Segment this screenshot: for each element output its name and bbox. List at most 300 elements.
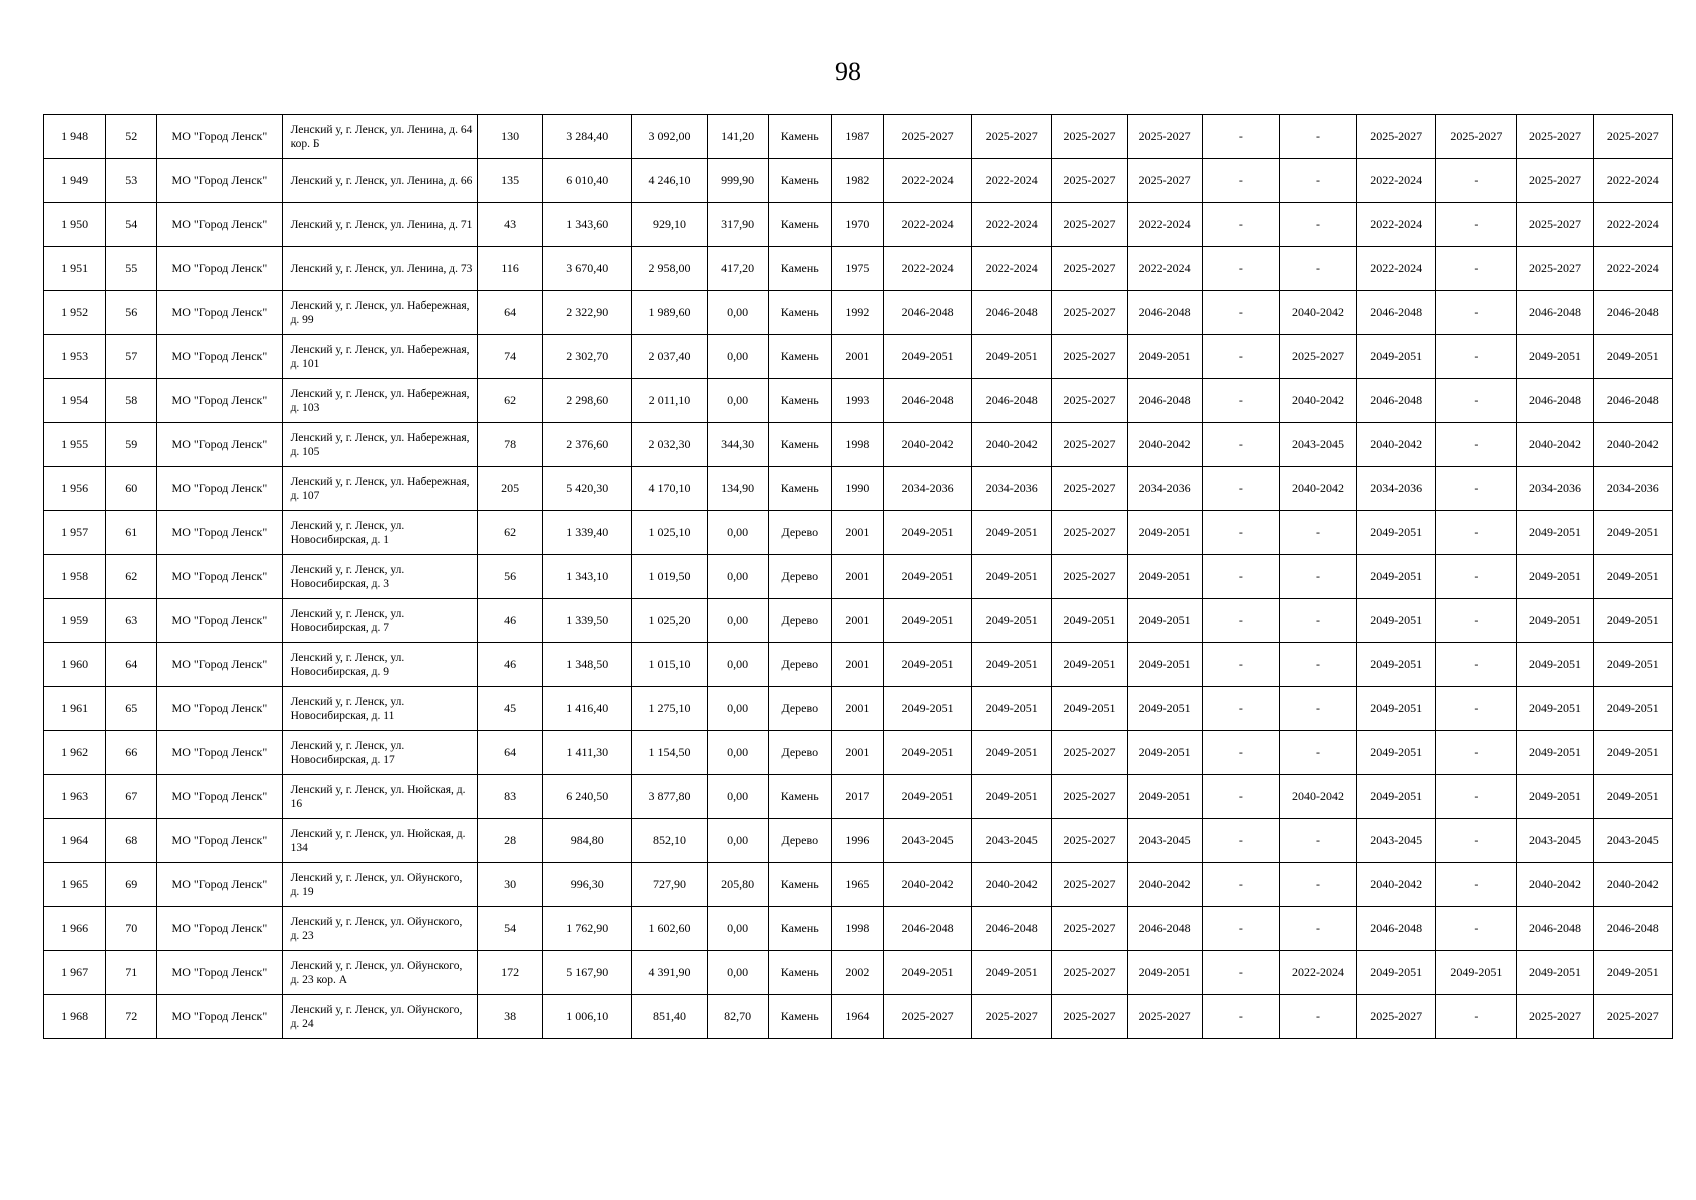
cell-wall-material: Камень bbox=[768, 467, 831, 511]
cell-period-10: 2049-2051 bbox=[1593, 643, 1672, 687]
cell-period-6: 2040-2042 bbox=[1279, 467, 1356, 511]
table-row bbox=[44, 995, 1673, 1039]
cell-period-4: 2049-2051 bbox=[1127, 951, 1202, 995]
cell-living-area: 1 019,50 bbox=[632, 555, 707, 599]
cell-period-5: - bbox=[1202, 203, 1279, 247]
cell-period-6: 2022-2024 bbox=[1279, 951, 1356, 995]
cell-total-area: 5 167,90 bbox=[543, 951, 632, 995]
cell-period-7: 2049-2051 bbox=[1357, 951, 1436, 995]
cell-address: Ленский у, г. Ленск, ул. Ленина, д. 71 bbox=[282, 203, 477, 247]
cell-period-8: - bbox=[1436, 159, 1517, 203]
cell-address: Ленский у, г. Ленск, ул. Набережная, д. 105 bbox=[282, 423, 477, 467]
cell-period-5: - bbox=[1202, 335, 1279, 379]
cell-period-7: 2049-2051 bbox=[1357, 599, 1436, 643]
cell-period-3: 2025-2027 bbox=[1052, 819, 1127, 863]
cell-period-9: 2049-2051 bbox=[1517, 335, 1593, 379]
cell-period-3: 2025-2027 bbox=[1052, 731, 1127, 775]
table-row bbox=[44, 511, 1673, 555]
cell-period-2: 2049-2051 bbox=[972, 599, 1052, 643]
cell-nonresidential-area: 317,90 bbox=[707, 203, 768, 247]
cell-residents: 172 bbox=[478, 951, 543, 995]
cell-period-8: 2025-2027 bbox=[1436, 115, 1517, 159]
cell-year-built: 1970 bbox=[831, 203, 883, 247]
cell-year-built: 2002 bbox=[831, 951, 883, 995]
cell-period-5: - bbox=[1202, 511, 1279, 555]
cell-nonresidential-area: 0,00 bbox=[707, 291, 768, 335]
cell-municipality: МО "Город Ленск" bbox=[157, 951, 282, 995]
cell-period-3: 2025-2027 bbox=[1052, 863, 1127, 907]
cell-period-7: 2049-2051 bbox=[1357, 731, 1436, 775]
cell-residents: 28 bbox=[478, 819, 543, 863]
cell-row-number: 1 965 bbox=[44, 863, 106, 907]
cell-living-area: 3 092,00 bbox=[632, 115, 707, 159]
cell-wall-material: Камень bbox=[768, 907, 831, 951]
cell-municipality: МО "Город Ленск" bbox=[157, 335, 282, 379]
cell-period-10: 2049-2051 bbox=[1593, 687, 1672, 731]
table-row bbox=[44, 863, 1673, 907]
cell-total-area: 1 343,10 bbox=[543, 555, 632, 599]
cell-period-9: 2034-2036 bbox=[1517, 467, 1593, 511]
cell-wall-material: Дерево bbox=[768, 819, 831, 863]
cell-period-9: 2025-2027 bbox=[1517, 247, 1593, 291]
cell-period-5: - bbox=[1202, 115, 1279, 159]
cell-total-area: 984,80 bbox=[543, 819, 632, 863]
cell-year-built: 2001 bbox=[831, 643, 883, 687]
cell-total-area: 3 670,40 bbox=[543, 247, 632, 291]
cell-period-6: - bbox=[1279, 159, 1356, 203]
cell-period-2: 2040-2042 bbox=[972, 423, 1052, 467]
cell-period-5: - bbox=[1202, 159, 1279, 203]
cell-period-4: 2022-2024 bbox=[1127, 247, 1202, 291]
cell-year-built: 2017 bbox=[831, 775, 883, 819]
cell-period-10: 2049-2051 bbox=[1593, 775, 1672, 819]
cell-period-1: 2049-2051 bbox=[883, 555, 971, 599]
cell-living-area: 4 391,90 bbox=[632, 951, 707, 995]
cell-living-area: 1 025,10 bbox=[632, 511, 707, 555]
table-row bbox=[44, 203, 1673, 247]
cell-period-7: 2022-2024 bbox=[1357, 203, 1436, 247]
cell-period-7: 2049-2051 bbox=[1357, 335, 1436, 379]
cell-period-9: 2046-2048 bbox=[1517, 907, 1593, 951]
cell-seq-number: 72 bbox=[106, 995, 157, 1039]
cell-municipality: МО "Город Ленск" bbox=[157, 467, 282, 511]
cell-period-8: - bbox=[1436, 203, 1517, 247]
cell-address: Ленский у, г. Ленск, ул. Ленина, д. 64 кор. Б bbox=[282, 115, 477, 159]
cell-period-5: - bbox=[1202, 247, 1279, 291]
cell-period-3: 2025-2027 bbox=[1052, 335, 1127, 379]
cell-period-2: 2046-2048 bbox=[972, 291, 1052, 335]
cell-period-7: 2040-2042 bbox=[1357, 863, 1436, 907]
cell-total-area: 6 010,40 bbox=[543, 159, 632, 203]
cell-period-4: 2046-2048 bbox=[1127, 907, 1202, 951]
cell-nonresidential-area: 0,00 bbox=[707, 731, 768, 775]
cell-period-1: 2046-2048 bbox=[883, 379, 971, 423]
cell-period-1: 2049-2051 bbox=[883, 775, 971, 819]
cell-period-1: 2046-2048 bbox=[883, 291, 971, 335]
cell-period-10: 2043-2045 bbox=[1593, 819, 1672, 863]
cell-period-3: 2049-2051 bbox=[1052, 599, 1127, 643]
cell-year-built: 1992 bbox=[831, 291, 883, 335]
cell-municipality: МО "Город Ленск" bbox=[157, 159, 282, 203]
cell-period-10: 2049-2051 bbox=[1593, 599, 1672, 643]
cell-nonresidential-area: 0,00 bbox=[707, 511, 768, 555]
page-number: 98 bbox=[835, 57, 861, 86]
cell-period-4: 2046-2048 bbox=[1127, 379, 1202, 423]
cell-period-4: 2025-2027 bbox=[1127, 115, 1202, 159]
cell-municipality: МО "Город Ленск" bbox=[157, 775, 282, 819]
cell-residents: 46 bbox=[478, 643, 543, 687]
cell-year-built: 1964 bbox=[831, 995, 883, 1039]
cell-period-3: 2025-2027 bbox=[1052, 115, 1127, 159]
cell-wall-material: Камень bbox=[768, 203, 831, 247]
cell-period-9: 2049-2051 bbox=[1517, 643, 1593, 687]
cell-living-area: 1 602,60 bbox=[632, 907, 707, 951]
cell-period-5: - bbox=[1202, 951, 1279, 995]
cell-address: Ленский у, г. Ленск, ул. Ленина, д. 73 bbox=[282, 247, 477, 291]
cell-period-5: - bbox=[1202, 907, 1279, 951]
cell-period-6: - bbox=[1279, 511, 1356, 555]
cell-period-8: - bbox=[1436, 863, 1517, 907]
cell-residents: 116 bbox=[478, 247, 543, 291]
table-row bbox=[44, 555, 1673, 599]
cell-residents: 45 bbox=[478, 687, 543, 731]
table-row bbox=[44, 819, 1673, 863]
cell-period-8: - bbox=[1436, 511, 1517, 555]
cell-nonresidential-area: 0,00 bbox=[707, 687, 768, 731]
cell-municipality: МО "Город Ленск" bbox=[157, 599, 282, 643]
cell-nonresidential-area: 0,00 bbox=[707, 951, 768, 995]
cell-period-7: 2049-2051 bbox=[1357, 555, 1436, 599]
cell-period-4: 2049-2051 bbox=[1127, 599, 1202, 643]
cell-period-4: 2046-2048 bbox=[1127, 291, 1202, 335]
cell-period-4: 2025-2027 bbox=[1127, 995, 1202, 1039]
cell-period-2: 2022-2024 bbox=[972, 159, 1052, 203]
cell-residents: 78 bbox=[478, 423, 543, 467]
cell-residents: 74 bbox=[478, 335, 543, 379]
cell-residents: 64 bbox=[478, 731, 543, 775]
cell-address: Ленский у, г. Ленск, ул. Ойунского, д. 24 bbox=[282, 995, 477, 1039]
cell-municipality: МО "Город Ленск" bbox=[157, 731, 282, 775]
cell-wall-material: Камень bbox=[768, 291, 831, 335]
cell-period-1: 2049-2051 bbox=[883, 687, 971, 731]
cell-period-5: - bbox=[1202, 643, 1279, 687]
cell-period-4: 2049-2051 bbox=[1127, 643, 1202, 687]
cell-municipality: МО "Город Ленск" bbox=[157, 423, 282, 467]
table-row bbox=[44, 247, 1673, 291]
cell-municipality: МО "Город Ленск" bbox=[157, 687, 282, 731]
cell-period-7: 2043-2045 bbox=[1357, 819, 1436, 863]
cell-period-9: 2040-2042 bbox=[1517, 423, 1593, 467]
cell-nonresidential-area: 0,00 bbox=[707, 379, 768, 423]
cell-period-4: 2040-2042 bbox=[1127, 863, 1202, 907]
cell-nonresidential-area: 205,80 bbox=[707, 863, 768, 907]
cell-nonresidential-area: 134,90 bbox=[707, 467, 768, 511]
cell-total-area: 1 339,40 bbox=[543, 511, 632, 555]
cell-period-3: 2025-2027 bbox=[1052, 511, 1127, 555]
cell-living-area: 1 275,10 bbox=[632, 687, 707, 731]
cell-period-1: 2040-2042 bbox=[883, 423, 971, 467]
cell-address: Ленский у, г. Ленск, ул. Набережная, д. 107 bbox=[282, 467, 477, 511]
cell-seq-number: 60 bbox=[106, 467, 157, 511]
cell-period-4: 2049-2051 bbox=[1127, 687, 1202, 731]
cell-row-number: 1 956 bbox=[44, 467, 106, 511]
cell-period-7: 2049-2051 bbox=[1357, 775, 1436, 819]
cell-period-8: - bbox=[1436, 247, 1517, 291]
cell-wall-material: Дерево bbox=[768, 555, 831, 599]
cell-period-3: 2025-2027 bbox=[1052, 159, 1127, 203]
cell-period-1: 2049-2051 bbox=[883, 599, 971, 643]
cell-period-5: - bbox=[1202, 555, 1279, 599]
cell-period-9: 2049-2051 bbox=[1517, 687, 1593, 731]
cell-period-9: 2025-2027 bbox=[1517, 203, 1593, 247]
cell-period-7: 2049-2051 bbox=[1357, 511, 1436, 555]
cell-wall-material: Камень bbox=[768, 775, 831, 819]
cell-total-area: 1 343,60 bbox=[543, 203, 632, 247]
cell-total-area: 1 411,30 bbox=[543, 731, 632, 775]
cell-period-5: - bbox=[1202, 291, 1279, 335]
cell-total-area: 2 298,60 bbox=[543, 379, 632, 423]
cell-period-1: 2034-2036 bbox=[883, 467, 971, 511]
cell-row-number: 1 968 bbox=[44, 995, 106, 1039]
cell-period-8: - bbox=[1436, 819, 1517, 863]
cell-period-7: 2046-2048 bbox=[1357, 907, 1436, 951]
cell-period-2: 2049-2051 bbox=[972, 555, 1052, 599]
cell-period-10: 2025-2027 bbox=[1593, 995, 1672, 1039]
cell-period-6: - bbox=[1279, 907, 1356, 951]
cell-address: Ленский у, г. Ленск, ул. Новосибирская, д. 9 bbox=[282, 643, 477, 687]
cell-municipality: МО "Город Ленск" bbox=[157, 511, 282, 555]
cell-period-2: 2043-2045 bbox=[972, 819, 1052, 863]
cell-period-1: 2049-2051 bbox=[883, 643, 971, 687]
cell-period-10: 2049-2051 bbox=[1593, 511, 1672, 555]
cell-period-1: 2022-2024 bbox=[883, 159, 971, 203]
cell-period-6: 2040-2042 bbox=[1279, 775, 1356, 819]
cell-period-3: 2025-2027 bbox=[1052, 247, 1127, 291]
cell-period-3: 2025-2027 bbox=[1052, 203, 1127, 247]
cell-period-8: - bbox=[1436, 775, 1517, 819]
cell-year-built: 1982 bbox=[831, 159, 883, 203]
cell-row-number: 1 960 bbox=[44, 643, 106, 687]
cell-living-area: 852,10 bbox=[632, 819, 707, 863]
cell-period-8: - bbox=[1436, 291, 1517, 335]
cell-row-number: 1 948 bbox=[44, 115, 106, 159]
cell-total-area: 2 322,90 bbox=[543, 291, 632, 335]
cell-living-area: 4 246,10 bbox=[632, 159, 707, 203]
cell-period-6: 2040-2042 bbox=[1279, 291, 1356, 335]
cell-period-6: - bbox=[1279, 555, 1356, 599]
cell-row-number: 1 958 bbox=[44, 555, 106, 599]
table-row bbox=[44, 951, 1673, 995]
cell-wall-material: Камень bbox=[768, 335, 831, 379]
cell-period-4: 2049-2051 bbox=[1127, 335, 1202, 379]
cell-municipality: МО "Город Ленск" bbox=[157, 115, 282, 159]
cell-nonresidential-area: 417,20 bbox=[707, 247, 768, 291]
cell-seq-number: 66 bbox=[106, 731, 157, 775]
cell-living-area: 1 989,60 bbox=[632, 291, 707, 335]
cell-seq-number: 61 bbox=[106, 511, 157, 555]
cell-row-number: 1 959 bbox=[44, 599, 106, 643]
cell-period-5: - bbox=[1202, 599, 1279, 643]
cell-living-area: 1 015,10 bbox=[632, 643, 707, 687]
cell-seq-number: 57 bbox=[106, 335, 157, 379]
cell-year-built: 2001 bbox=[831, 555, 883, 599]
cell-period-3: 2049-2051 bbox=[1052, 643, 1127, 687]
cell-year-built: 1996 bbox=[831, 819, 883, 863]
cell-row-number: 1 961 bbox=[44, 687, 106, 731]
cell-period-10: 2022-2024 bbox=[1593, 247, 1672, 291]
cell-period-1: 2022-2024 bbox=[883, 247, 971, 291]
cell-period-8: - bbox=[1436, 643, 1517, 687]
cell-period-2: 2049-2051 bbox=[972, 775, 1052, 819]
cell-period-8: - bbox=[1436, 687, 1517, 731]
cell-period-10: 2046-2048 bbox=[1593, 907, 1672, 951]
cell-living-area: 2 037,40 bbox=[632, 335, 707, 379]
cell-period-2: 2022-2024 bbox=[972, 203, 1052, 247]
cell-seq-number: 56 bbox=[106, 291, 157, 335]
cell-period-1: 2049-2051 bbox=[883, 951, 971, 995]
cell-address: Ленский у, г. Ленск, ул. Нюйская, д. 16 bbox=[282, 775, 477, 819]
cell-period-9: 2049-2051 bbox=[1517, 599, 1593, 643]
cell-nonresidential-area: 82,70 bbox=[707, 995, 768, 1039]
cell-year-built: 1990 bbox=[831, 467, 883, 511]
cell-period-6: - bbox=[1279, 203, 1356, 247]
table-row bbox=[44, 423, 1673, 467]
cell-address: Ленский у, г. Ленск, ул. Новосибирская, д. 11 bbox=[282, 687, 477, 731]
cell-wall-material: Камень bbox=[768, 423, 831, 467]
cell-period-7: 2046-2048 bbox=[1357, 379, 1436, 423]
cell-wall-material: Камень bbox=[768, 159, 831, 203]
cell-municipality: МО "Город Ленск" bbox=[157, 819, 282, 863]
cell-nonresidential-area: 0,00 bbox=[707, 775, 768, 819]
cell-period-3: 2025-2027 bbox=[1052, 379, 1127, 423]
cell-address: Ленский у, г. Ленск, ул. Ойунского, д. 23 bbox=[282, 907, 477, 951]
cell-period-9: 2049-2051 bbox=[1517, 555, 1593, 599]
cell-row-number: 1 951 bbox=[44, 247, 106, 291]
cell-municipality: МО "Город Ленск" bbox=[157, 863, 282, 907]
cell-seq-number: 55 bbox=[106, 247, 157, 291]
cell-nonresidential-area: 344,30 bbox=[707, 423, 768, 467]
cell-wall-material: Дерево bbox=[768, 731, 831, 775]
cell-address: Ленский у, г. Ленск, ул. Ойунского, д. 19 bbox=[282, 863, 477, 907]
cell-period-7: 2049-2051 bbox=[1357, 643, 1436, 687]
cell-period-8: - bbox=[1436, 379, 1517, 423]
cell-period-7: 2022-2024 bbox=[1357, 159, 1436, 203]
cell-period-3: 2049-2051 bbox=[1052, 687, 1127, 731]
cell-period-4: 2034-2036 bbox=[1127, 467, 1202, 511]
cell-period-4: 2049-2051 bbox=[1127, 511, 1202, 555]
cell-period-8: 2049-2051 bbox=[1436, 951, 1517, 995]
cell-seq-number: 70 bbox=[106, 907, 157, 951]
cell-wall-material: Камень bbox=[768, 379, 831, 423]
cell-period-2: 2046-2048 bbox=[972, 907, 1052, 951]
cell-period-6: - bbox=[1279, 599, 1356, 643]
cell-period-4: 2022-2024 bbox=[1127, 203, 1202, 247]
cell-period-1: 2043-2045 bbox=[883, 819, 971, 863]
cell-total-area: 1 339,50 bbox=[543, 599, 632, 643]
cell-wall-material: Дерево bbox=[768, 599, 831, 643]
cell-row-number: 1 966 bbox=[44, 907, 106, 951]
cell-period-4: 2049-2051 bbox=[1127, 775, 1202, 819]
cell-period-2: 2049-2051 bbox=[972, 731, 1052, 775]
cell-nonresidential-area: 141,20 bbox=[707, 115, 768, 159]
cell-period-6: - bbox=[1279, 247, 1356, 291]
cell-period-10: 2034-2036 bbox=[1593, 467, 1672, 511]
cell-seq-number: 68 bbox=[106, 819, 157, 863]
cell-period-6: 2025-2027 bbox=[1279, 335, 1356, 379]
table-row bbox=[44, 907, 1673, 951]
cell-living-area: 1 154,50 bbox=[632, 731, 707, 775]
cell-year-built: 2001 bbox=[831, 511, 883, 555]
cell-period-1: 2025-2027 bbox=[883, 995, 971, 1039]
cell-period-10: 2025-2027 bbox=[1593, 115, 1672, 159]
cell-total-area: 6 240,50 bbox=[543, 775, 632, 819]
cell-period-2: 2049-2051 bbox=[972, 335, 1052, 379]
cell-period-9: 2046-2048 bbox=[1517, 291, 1593, 335]
cell-year-built: 1998 bbox=[831, 907, 883, 951]
table-row bbox=[44, 115, 1673, 159]
cell-period-9: 2025-2027 bbox=[1517, 995, 1593, 1039]
cell-municipality: МО "Город Ленск" bbox=[157, 995, 282, 1039]
cell-address: Ленский у, г. Ленск, ул. Новосибирская, д. 3 bbox=[282, 555, 477, 599]
cell-seq-number: 58 bbox=[106, 379, 157, 423]
cell-period-8: - bbox=[1436, 335, 1517, 379]
cell-period-4: 2049-2051 bbox=[1127, 731, 1202, 775]
cell-period-6: 2043-2045 bbox=[1279, 423, 1356, 467]
cell-residents: 46 bbox=[478, 599, 543, 643]
cell-total-area: 1 006,10 bbox=[543, 995, 632, 1039]
cell-period-7: 2034-2036 bbox=[1357, 467, 1436, 511]
table-row bbox=[44, 379, 1673, 423]
cell-year-built: 1998 bbox=[831, 423, 883, 467]
cell-living-area: 929,10 bbox=[632, 203, 707, 247]
cell-period-10: 2022-2024 bbox=[1593, 159, 1672, 203]
cell-row-number: 1 950 bbox=[44, 203, 106, 247]
cell-period-10: 2049-2051 bbox=[1593, 335, 1672, 379]
cell-period-4: 2025-2027 bbox=[1127, 159, 1202, 203]
cell-period-2: 2034-2036 bbox=[972, 467, 1052, 511]
cell-period-7: 2025-2027 bbox=[1357, 995, 1436, 1039]
cell-period-7: 2040-2042 bbox=[1357, 423, 1436, 467]
cell-period-1: 2049-2051 bbox=[883, 335, 971, 379]
cell-wall-material: Камень bbox=[768, 115, 831, 159]
cell-period-2: 2049-2051 bbox=[972, 687, 1052, 731]
cell-period-10: 2040-2042 bbox=[1593, 863, 1672, 907]
cell-address: Ленский у, г. Ленск, ул. Ленина, д. 66 bbox=[282, 159, 477, 203]
cell-nonresidential-area: 0,00 bbox=[707, 335, 768, 379]
cell-period-9: 2049-2051 bbox=[1517, 775, 1593, 819]
cell-row-number: 1 955 bbox=[44, 423, 106, 467]
cell-year-built: 2001 bbox=[831, 731, 883, 775]
cell-period-4: 2043-2045 bbox=[1127, 819, 1202, 863]
cell-address: Ленский у, г. Ленск, ул. Набережная, д. 103 bbox=[282, 379, 477, 423]
table-row bbox=[44, 335, 1673, 379]
cell-year-built: 1987 bbox=[831, 115, 883, 159]
cell-period-9: 2025-2027 bbox=[1517, 159, 1593, 203]
cell-residents: 64 bbox=[478, 291, 543, 335]
cell-period-4: 2049-2051 bbox=[1127, 555, 1202, 599]
cell-municipality: МО "Город Ленск" bbox=[157, 203, 282, 247]
cell-seq-number: 54 bbox=[106, 203, 157, 247]
cell-address: Ленский у, г. Ленск, ул. Новосибирская, д. 7 bbox=[282, 599, 477, 643]
table-row bbox=[44, 467, 1673, 511]
cell-wall-material: Камень bbox=[768, 951, 831, 995]
cell-municipality: МО "Город Ленск" bbox=[157, 291, 282, 335]
cell-period-5: - bbox=[1202, 687, 1279, 731]
cell-row-number: 1 962 bbox=[44, 731, 106, 775]
cell-period-1: 2046-2048 bbox=[883, 907, 971, 951]
cell-living-area: 2 032,30 bbox=[632, 423, 707, 467]
cell-period-1: 2025-2027 bbox=[883, 115, 971, 159]
